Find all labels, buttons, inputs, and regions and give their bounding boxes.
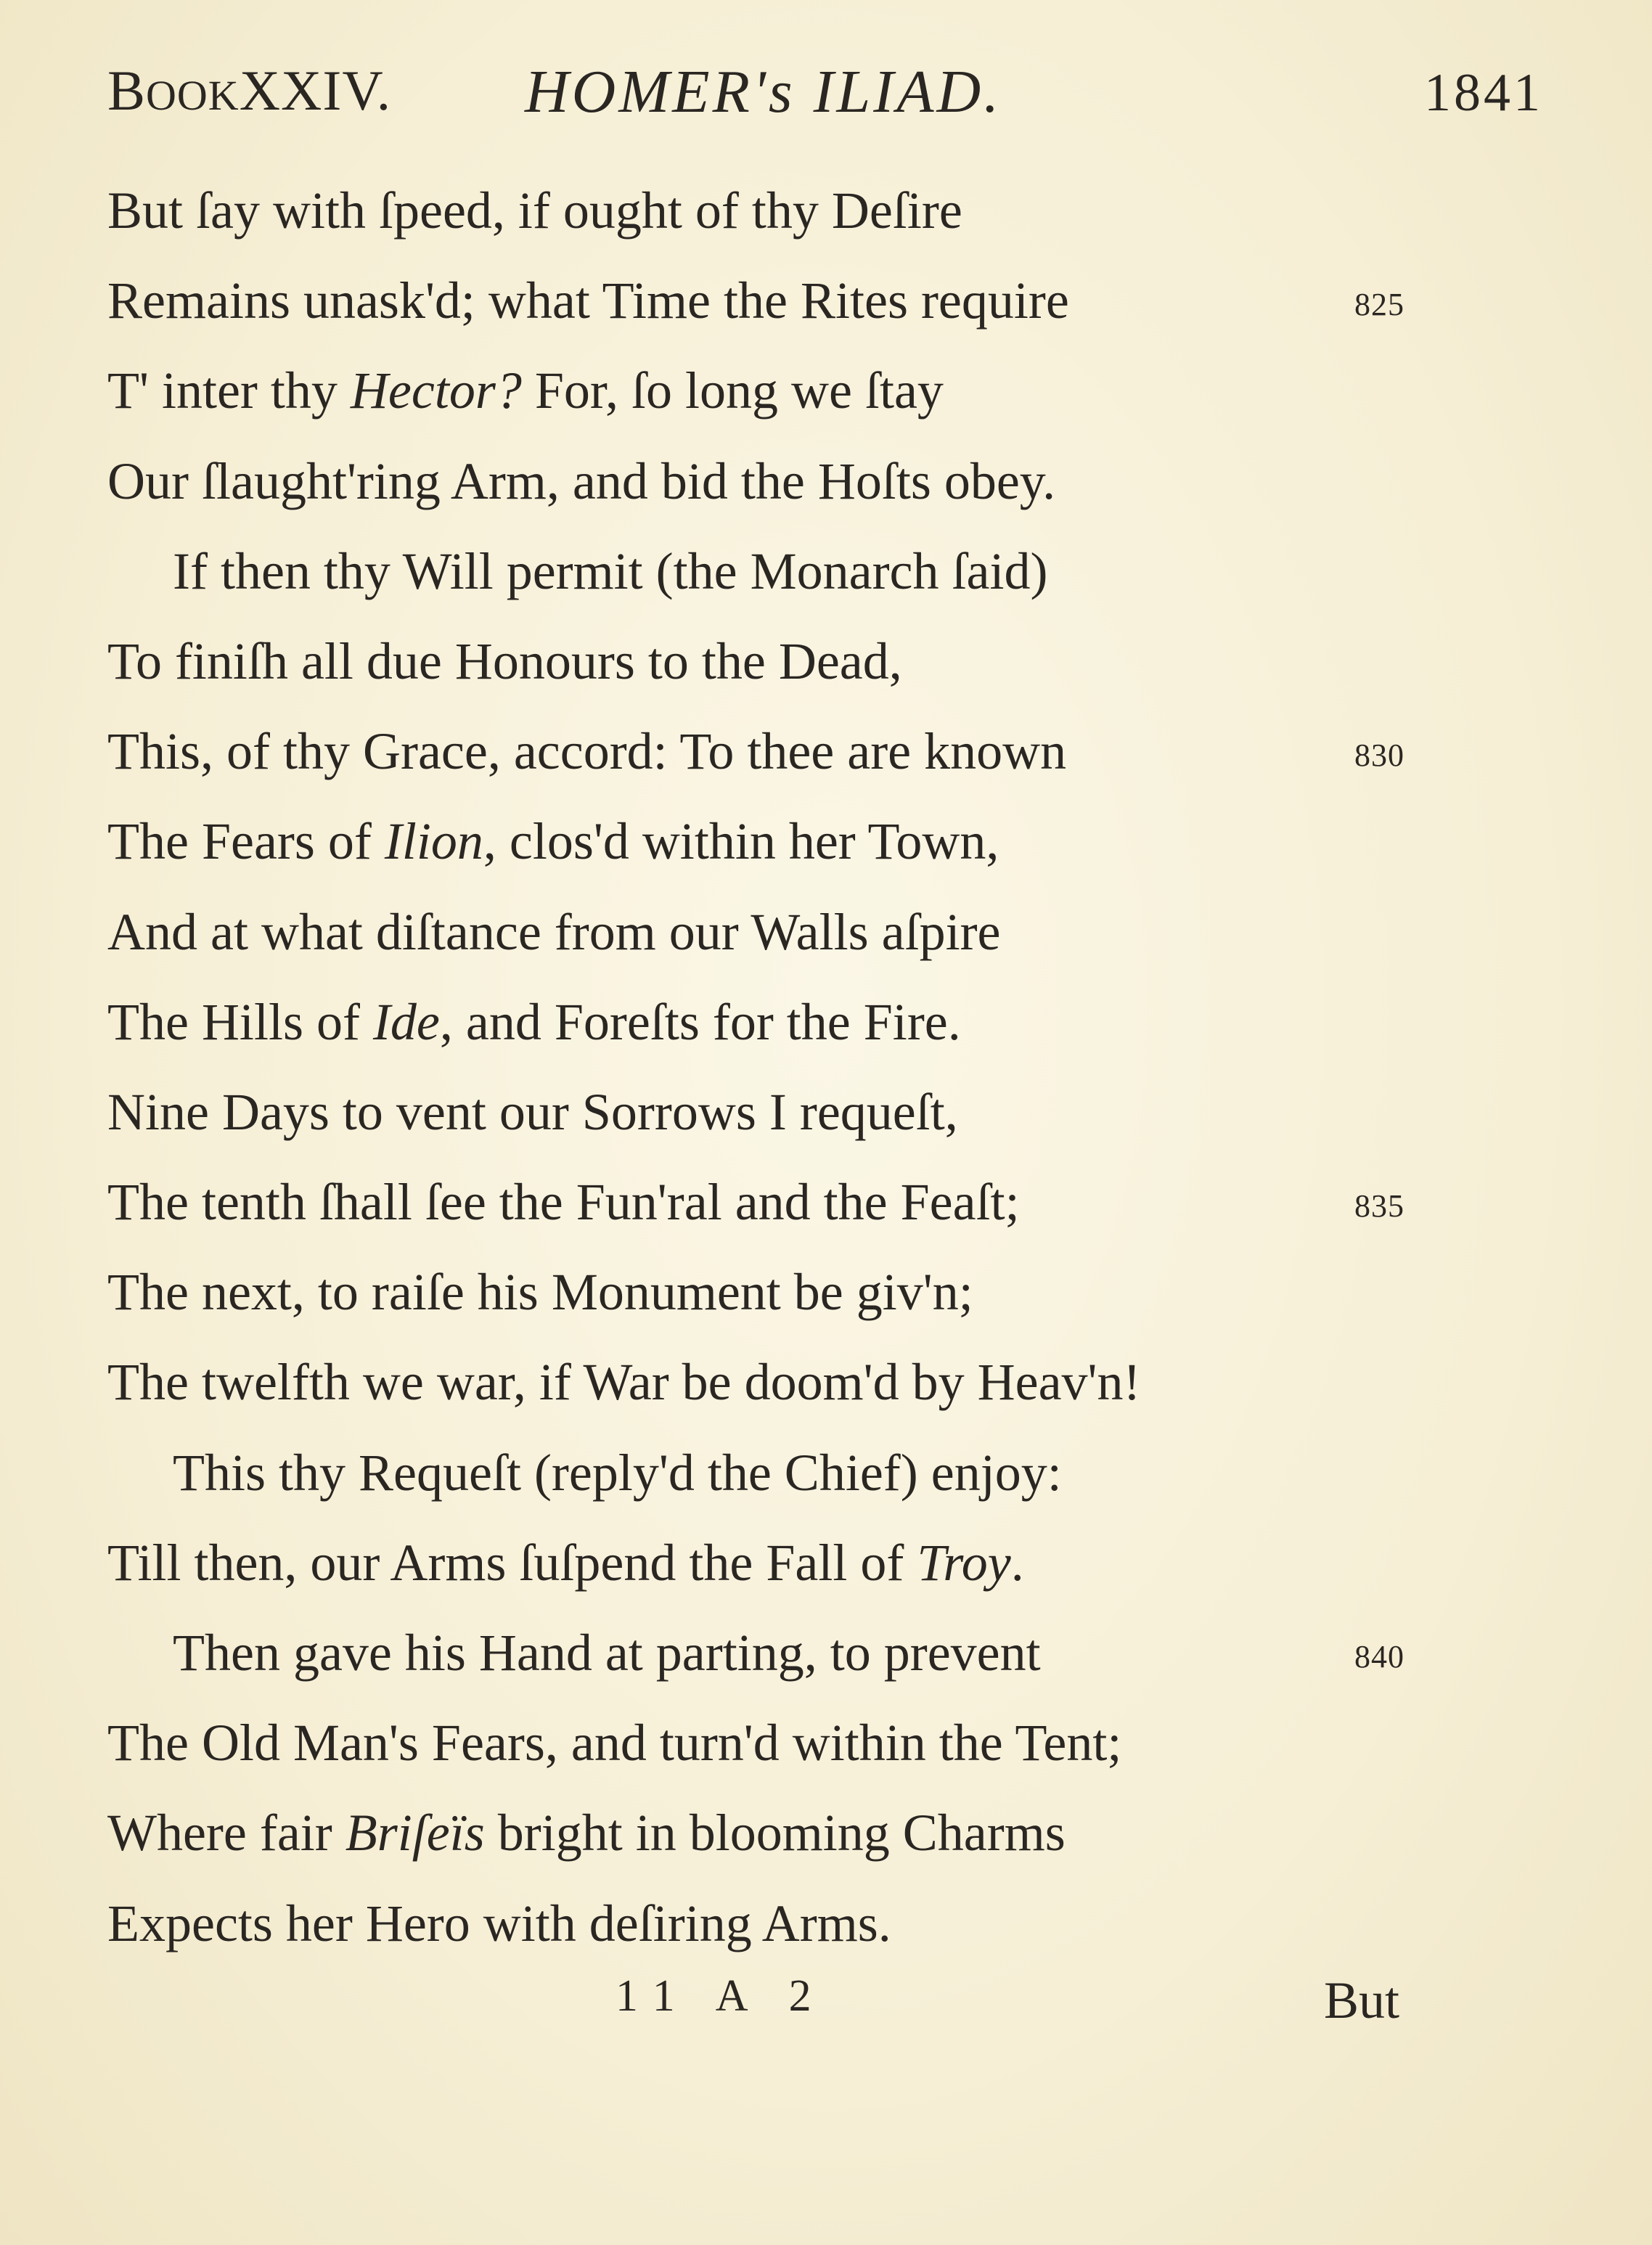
book-small-caps: OOK xyxy=(146,72,240,119)
verse-text: Remains unask'd; what Time the Rites require xyxy=(107,271,1069,330)
verse-text: The tenth ſhall ſee the Fun'ral and the Feaſt; xyxy=(107,1173,1020,1232)
verse-line xyxy=(107,1436,1487,1526)
verse-line xyxy=(107,1166,1487,1256)
verse-text-italic: Hector? xyxy=(350,361,522,420)
verse-text-post: bright in blooming Charms xyxy=(484,1804,1066,1862)
verse-line xyxy=(107,715,1487,805)
line-number: 835 xyxy=(1354,1188,1404,1224)
verse-text: Nine Days to vent our Sorrows I requeſt, xyxy=(107,1082,958,1141)
catchword: But xyxy=(1323,1971,1399,2029)
verse-text: The Old Man's Fears, and turn'd within the Tent; xyxy=(107,1714,1122,1772)
verse-text-post: For, ſo long we ſtay xyxy=(521,361,944,420)
line-number: 830 xyxy=(1354,737,1404,774)
verse-text xyxy=(107,361,944,420)
verse-text: Then gave his Hand at parting, to prevent xyxy=(173,1624,1041,1682)
running-header xyxy=(107,51,1543,131)
poem-text xyxy=(107,174,1487,1977)
verse-line xyxy=(107,264,1487,354)
verse-text-italic: Ilion xyxy=(384,812,483,871)
verse-text-italic: Ide xyxy=(372,992,440,1051)
verse-text: To finiſh all due Honours to the Dead, xyxy=(107,631,902,690)
signature-mark: 11 A 2 xyxy=(616,1971,827,2021)
verse-line xyxy=(107,625,1487,715)
verse-line xyxy=(107,1256,1487,1346)
verse-text: Our ſlaught'ring Arm, and bid the Hoſts obey. xyxy=(107,451,1056,510)
book-label xyxy=(107,58,391,123)
verse-line xyxy=(107,1076,1487,1166)
verse-text: This, of thy Grace, accord: To thee are known xyxy=(107,722,1067,781)
verse-line xyxy=(107,1796,1487,1886)
verse-line xyxy=(107,1887,1487,1977)
page-footer xyxy=(107,1971,1399,2043)
verse-text: The next, to raiſe his Monument be giv'n; xyxy=(107,1263,973,1322)
verse-text-post: , and Foreſts for the Fire. xyxy=(439,992,961,1051)
verse-line xyxy=(107,1526,1487,1616)
verse-line xyxy=(107,1346,1487,1436)
verse-line xyxy=(107,445,1487,535)
verse-text: This thy Requeſt (reply'd the Chief) enjoy: xyxy=(173,1443,1062,1502)
verse-text-pre: The Fears of xyxy=(107,812,385,871)
verse-line xyxy=(107,535,1487,625)
verse-text: The twelfth we war, if War be doom'd by Heav'n! xyxy=(107,1353,1141,1412)
verse-text-post: , clos'd within her Town, xyxy=(483,812,999,871)
verse-text xyxy=(107,1534,1024,1592)
book-number: XXIV. xyxy=(239,59,392,122)
verse-text-pre: T' inter thy xyxy=(107,361,351,420)
verse-line xyxy=(107,174,1487,264)
verse-line xyxy=(107,1706,1487,1796)
book-prefix: B xyxy=(107,59,147,122)
verse-text-pre: Till then, our Arms ſuſpend the Fall of xyxy=(107,1533,917,1592)
verse-text-pre: Where fair xyxy=(107,1804,345,1862)
work-title: HOMER's ILIAD. xyxy=(525,58,1002,126)
page-number: 1841 xyxy=(1424,63,1543,123)
verse-line xyxy=(107,1616,1487,1706)
verse-text-italic: Troy xyxy=(917,1533,1011,1592)
verse-line xyxy=(107,354,1487,444)
verse-text: But ſay with ſpeed, if ought of thy Deſire xyxy=(107,181,962,240)
verse-text xyxy=(107,993,961,1051)
verse-text xyxy=(107,812,999,870)
verse-line xyxy=(107,896,1487,986)
verse-line xyxy=(107,986,1487,1076)
verse-line xyxy=(107,805,1487,895)
verse-text xyxy=(107,1804,1066,1862)
verse-text-italic: Briſeïs xyxy=(345,1804,485,1862)
line-number: 825 xyxy=(1354,287,1404,323)
verse-text: Expects her Hero with deſiring Arms. xyxy=(107,1894,891,1952)
verse-text-post: . xyxy=(1010,1533,1024,1592)
verse-text: If then thy Will permit (the Monarch ſaid) xyxy=(173,541,1048,600)
verse-text-pre: The Hills of xyxy=(107,992,373,1051)
verse-text: And at what diſtance from our Walls aſpire xyxy=(107,902,1001,961)
line-number: 840 xyxy=(1354,1639,1404,1674)
